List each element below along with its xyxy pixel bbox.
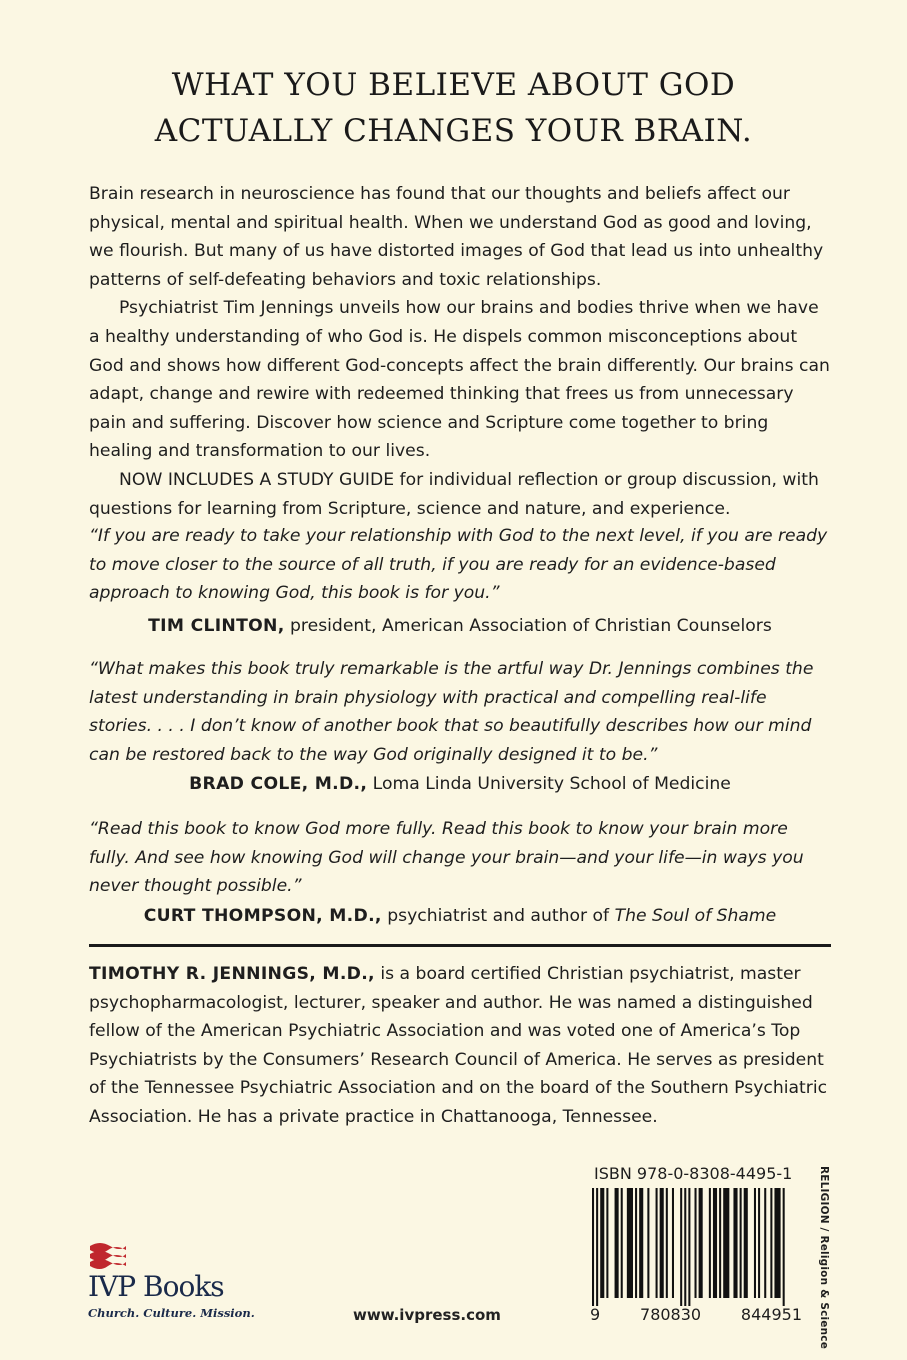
- barcode-bar: [596, 1188, 598, 1306]
- barcode-bar: [719, 1188, 721, 1298]
- headline-line-1: WHAT YOU BELIEVE ABOUT GOD: [171, 67, 736, 103]
- author-name: TIMOTHY R. JENNINGS, M.D.,: [89, 964, 375, 984]
- barcode-bar: [754, 1188, 756, 1298]
- barcode-digit-group: 9: [590, 1305, 601, 1324]
- category-label: RELIGION / Religion & Science: [818, 1166, 830, 1350]
- author-bio: [89, 960, 831, 1132]
- endorsement-attribution: [89, 612, 831, 640]
- endorser-name: BRAD COLE, M.D.,: [189, 774, 368, 794]
- endorsement-quote: [89, 522, 831, 608]
- barcode-bar: [627, 1188, 633, 1298]
- barcode-bar: [774, 1188, 780, 1298]
- publisher-tagline: Church. Culture. Mission.: [88, 1306, 255, 1320]
- author-bio-text: is a board certified Christian psychiatrist, master psychopharmacologist, lecturer, speaker and author. He was named a distinguished fellow of the American Psychiatric Association and was voted one of America’s Top Psychiatrists by the Consumers’ Research Council of America. He serves as president of the Tennessee Psychiatric Association and on the board of the Southern Psychiatric Association. He has a private practice in Chattanooga, Tennessee.: [89, 964, 828, 1127]
- description-paragraph: NOW INCLUDES A STUDY GUIDE for individual reflection or group discussion, with questions for learning from Scripture, science and nature, and experience.: [89, 469, 819, 519]
- barcode-bar: [680, 1188, 682, 1306]
- book-description: [89, 180, 831, 523]
- publisher-logo: [88, 1240, 255, 1330]
- barcode-bar: [621, 1188, 623, 1298]
- description-paragraph: Brain research in neuroscience has found that our thoughts and beliefs affect our physical, mental and spiritual health. When we understand God as good and loving, we flourish. But many of us have distorted images of God that lead us into unhealthy patterns of self-defeating behaviors and toxic relationships.: [89, 184, 824, 290]
- barcode-bar: [713, 1188, 717, 1298]
- divider: [89, 944, 831, 947]
- quote-text: “If you are ready to take your relationship with God to the next level, if you are ready to move closer to the source of all truth, if you are ready for an evidence-based approach to knowing God, this book is for you.”: [89, 526, 828, 604]
- barcode-bar: [695, 1188, 697, 1298]
- barcode-bar: [744, 1188, 748, 1298]
- barcode-bar: [647, 1188, 649, 1298]
- barcode-bar: [615, 1188, 619, 1298]
- barcode-bar: [600, 1188, 604, 1298]
- endorser-role: psychiatrist and author of: [381, 906, 615, 926]
- barcode-bar: [606, 1188, 608, 1298]
- barcode-bar: [733, 1188, 737, 1298]
- barcode-digits: [590, 1305, 802, 1324]
- barcode-bar: [688, 1188, 690, 1306]
- headline-line-2: ACTUALLY CHANGES YOUR BRAIN.: [154, 113, 753, 149]
- barcode-bar: [740, 1188, 742, 1298]
- barcode-bar: [699, 1188, 703, 1298]
- barcode-bar: [660, 1188, 664, 1298]
- publisher-website: www.ivpress.com: [353, 1306, 501, 1324]
- publisher-name: IVP Books: [88, 1270, 224, 1303]
- endorsement-quote: [89, 815, 831, 901]
- barcode-bar: [656, 1188, 658, 1298]
- barcode-bar: [723, 1188, 729, 1298]
- book-title: The Soul of Shame: [614, 906, 777, 926]
- endorsement-attribution: [89, 770, 831, 798]
- isbn-label: ISBN 978-0-8308-4495-1: [594, 1164, 793, 1183]
- barcode: [590, 1188, 802, 1306]
- barcode-bar: [684, 1188, 686, 1306]
- quote-text: “Read this book to know God more fully. Read this book to know your brain more fully. And see how knowing God will change your brain—and your life—in ways you never thought possible.”: [89, 819, 804, 897]
- barcode-digit-group: 780830: [640, 1305, 702, 1324]
- barcode-bar: [764, 1188, 766, 1298]
- barcode-bar: [672, 1188, 674, 1298]
- barcode-digit-group: 844951: [740, 1305, 802, 1324]
- barcode-bar: [783, 1188, 785, 1306]
- endorser-name: CURT THOMPSON, M.D.,: [143, 906, 382, 926]
- barcode-bar: [770, 1188, 772, 1298]
- endorser-role: Loma Linda University School of Medicine: [367, 774, 731, 794]
- quote-text: “What makes this book truly remarkable is the artful way Dr. Jennings combines the latest understanding in brain physiology with practical and compelling real-life stories. . . . I don’t know of another book that so beautifully describes how our mind can be restored back to the way God originally designed it to be.”: [89, 659, 814, 765]
- endorser-role: president, American Association of Christian Counselors: [284, 616, 772, 636]
- barcode-bar: [709, 1188, 711, 1298]
- endorser-name: TIM CLINTON,: [148, 616, 285, 636]
- endorsement-quote: [89, 655, 831, 769]
- barcode-bar: [592, 1188, 594, 1306]
- barcode-bar: [758, 1188, 760, 1298]
- barcode-bar: [635, 1188, 637, 1298]
- headline: [0, 62, 907, 154]
- barcode-bar: [666, 1188, 668, 1298]
- description-paragraph: Psychiatrist Tim Jennings unveils how our brains and bodies thrive when we have a healthy understanding of who God is. He dispels common misconceptions about God and shows how different God-concepts affect the brain differently. Our brains can adapt, change and rewire with redeemed thinking that frees us from unnecessary pain and suffering. Discover how science and Scripture come together to bring healing and transformation to our lives.: [89, 298, 830, 462]
- endorsement-attribution: [89, 902, 831, 930]
- barcode-bar: [639, 1188, 643, 1298]
